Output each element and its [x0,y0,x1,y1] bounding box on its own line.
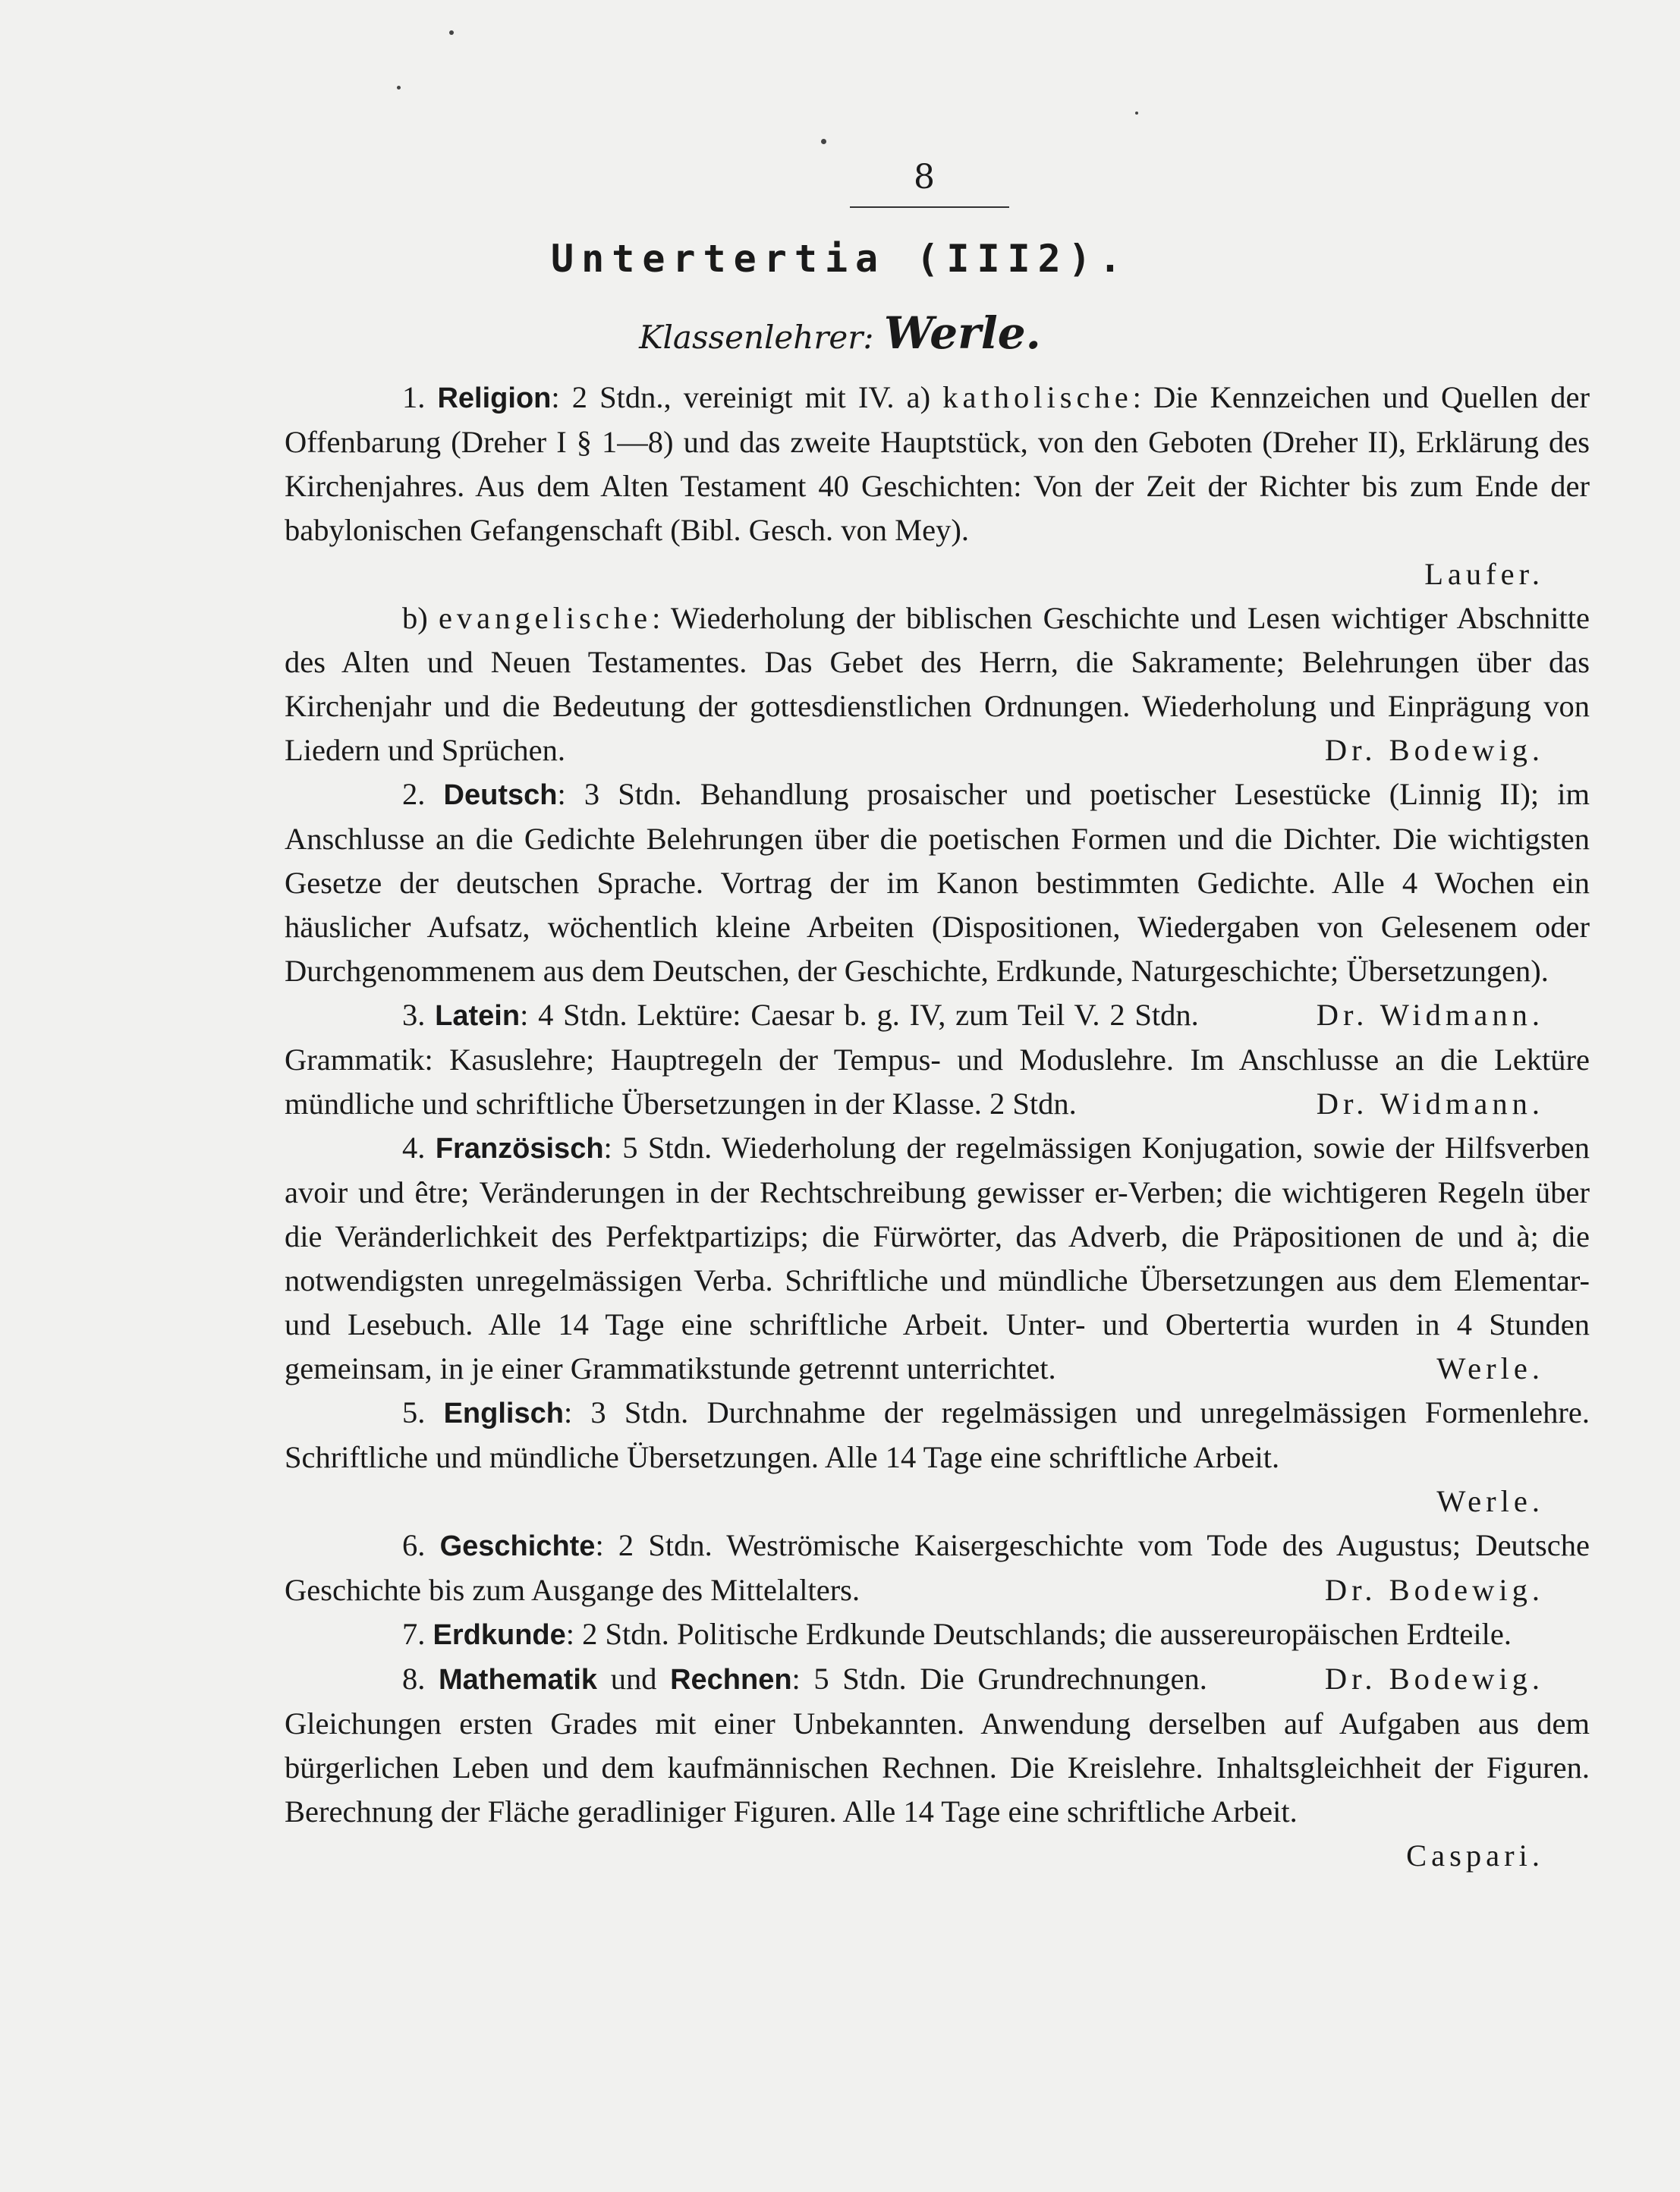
teacher-signature: Caspari. [1406,1838,1544,1873]
subject-name: Französisch [435,1133,604,1165]
denomination-label: katholische [942,380,1133,414]
subject-latein: 3. Latein: 4 Stdn. Lektüre: Caesar b. g. IV, zum Teil V. 2 Stdn. Grammatik: Kasuslehre; Hauptregeln der Tempus- und Moduslehre. Im Anschlusse an die Lektüre mündliche und schriftliche Übersetzungen in der Klasse. 2 Stdn. Dr. Widmann. [285,993,1590,1126]
teacher-signature: Dr. Bodewig. [1324,1573,1544,1607]
subject-name-2: Rechnen [670,1664,792,1696]
subject-name: Englisch [443,1398,564,1429]
subject-religion-a: 1. Religion: 2 Stdn., vereinigt mit IV. a) katholische: Die Kennzeichen und Quellen der Offenbarung (Dreher I § 1—8) und das zweite Hauptstück, von den Geboten (Dreher II), Erklärung des Kirchenjahres. Aus dem Alten Testament 40 Geschichten: Von der Zeit der Richter bis zum Ende der babylonischen Gefangenschaft (Bibl. Gesch. von Mey). Laufer. [285,376,1590,596]
curriculum-body [285,376,1590,1878]
subject-name: Geschichte [439,1530,596,1562]
subject-name: Erdkunde [433,1619,566,1651]
class-teacher-name: Werle. [883,307,1041,359]
teacher-signature: Dr. Widmann. [1316,1087,1544,1121]
subject-geschichte: 6. Geschichte: 2 Stdn. Weströmische Kaisergeschichte vom Tode des Augustus; Deutsche Geschichte bis zum Ausgange des Mittelalters. Dr. Bodewig. [285,1524,1590,1612]
teacher-signature: Werle. [1436,1351,1544,1385]
subject-religion-b: b) evangelische: Wiederholung der biblischen Geschichte und Lesen wichtiger Abschnitte des Alten und Neuen Testamentes. Das Gebet des Herrn, die Sakramente; Belehrungen über das Kirchenjahr und die Bedeutung der gottesdienstlichen Ordnungen. Wiederholung und Einprägung von Liedern und Sprüchen. Dr. Bodewig. [285,596,1590,772]
page-number: 8 [914,158,935,197]
teacher-signature: Dr. Bodewig. [1324,1662,1544,1696]
class-teacher-line [0,307,1680,359]
subject-name: Deutsch [443,779,558,811]
ink-speck [821,139,826,144]
ink-speck [1135,112,1138,115]
subject-franzoesisch: 4. Französisch: 5 Stdn. Wiederholung der regelmässigen Konjugation, sowie der Hilfsverben avoir und être; Veränderungen in der Rechtschreibung gewisser er-Verben; die wichtigeren Regeln über die Veränderlichkeit des Perfektpartizips; die Fürwörter, das Adverb, die Präpositionen de und à; die notwendigsten unregelmässigen Verba. Schriftliche und mündliche Übersetzungen aus dem Elementar- und Lesebuch. Alle 14 Tage eine schriftliche Arbeit. Unter- und Obertertia wurden in 4 Stunden gemeinsam, in je einer Grammatikstunde getrennt unterrichtet. Werle. [285,1126,1590,1391]
subject-mathematik: 8. Mathematik und Rechnen: 5 Stdn. Die Grundrechnungen. Gleichungen ersten Grades mit einer Unbekannten. Anwendung derselben auf Aufgaben aus dem bürgerlichen Leben und dem kaufmännischen Rechnen. Die Kreislehre. Inhaltsgleichheit der Figuren. Berechnung der Fläche geradliniger Figuren. Alle 14 Tage eine schriftliche Arbeit. Caspari. [285,1657,1590,1878]
teacher-signature: Dr. Bodewig. [1324,733,1544,767]
section-title: Untertertia (III2). [551,237,1129,281]
teacher-signature: Dr. Widmann. [1316,998,1544,1032]
class-teacher-label: Klassenlehrer: [639,319,874,356]
subject-englisch: 5. Englisch: 3 Stdn. Durchnahme der regelmässigen und unregelmässigen Formenlehre. Schriftliche und mündliche Übersetzungen. Alle 14 Tage eine schriftliche Arbeit. Werle. [285,1391,1590,1524]
teacher-signature: Werle. [1436,1484,1544,1518]
subject-deutsch: 2. Deutsch: 3 Stdn. Behandlung prosaischer und poetischer Lesestücke (Linnig II); im Anschlusse an die Gedichte Belehrungen über die poetischen Formen und die Dichter. Die wichtigsten Gesetze der deutschen Sprache. Vortrag der im Kanon bestimmten Gedichte. Alle 4 Wochen ein häuslicher Aufsatz, wöchentlich kleine Arbeiten (Dispositionen, Wiedergaben von Gelesenem oder Durchgenommenem aus dem Deutschen, der Geschichte, Erdkunde, Naturgeschichte; Übersetzungen). Dr. Widmann. [285,772,1590,993]
page-number-rule [850,206,1009,208]
subject-name: Mathematik [439,1664,598,1696]
subject-erdkunde: 7. Erdkunde: 2 Stdn. Politische Erdkunde Deutschlands; die aussereuropäischen Erdteile. Dr. Bodewig. [285,1612,1590,1657]
subject-name: Latein [435,1000,521,1032]
subject-name: Religion [437,382,552,414]
ink-speck [449,30,454,35]
ink-speck [397,86,401,90]
denomination-label: evangelische [438,601,653,635]
teacher-signature: Laufer. [1424,557,1544,591]
